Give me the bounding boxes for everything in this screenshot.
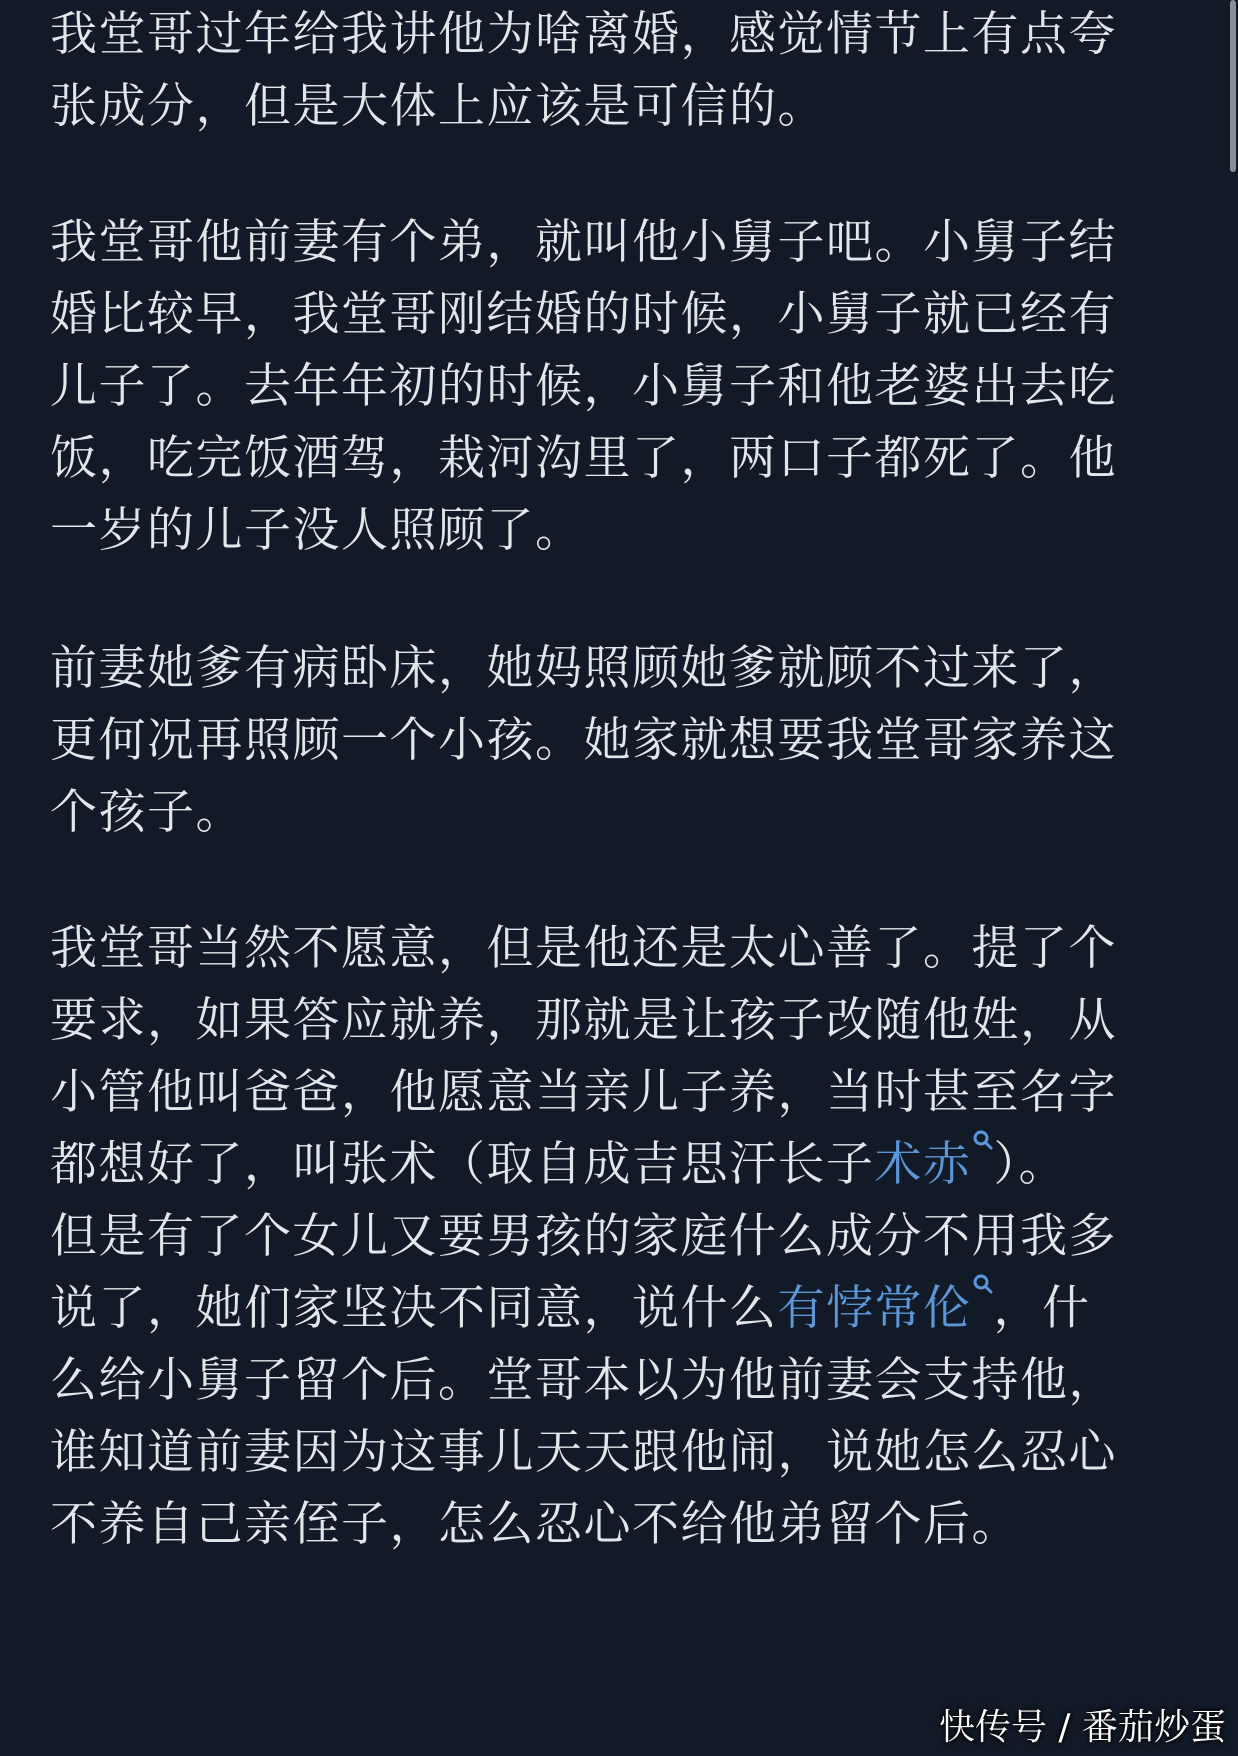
paragraph-line: 我堂哥过年给我讲他为啥离婚，感觉情节上有点夸	[50, 7, 1117, 62]
scrollbar-thumb[interactable]	[1230, 0, 1236, 172]
paragraph-line: 更何况再照顾一个小孩。她家就想要我堂哥家养这	[50, 713, 1117, 768]
line-text: 说了，她们家坚决不同意，说什么	[50, 1281, 778, 1336]
paragraph-line: 么给小舅子留个后。堂哥本以为他前妻会支持他，	[50, 1353, 1117, 1408]
paragraph-line: 但是有了个女儿又要男孩的家庭什么成分不用我多	[50, 1209, 1117, 1264]
paragraph-line: 张成分，但是大体上应该是可信的。	[50, 79, 826, 134]
line-text: ）。	[993, 1137, 1067, 1192]
keyword-link-zhuchi[interactable]: 术赤	[874, 1137, 972, 1192]
paragraph-line: 小管他叫爸爸，他愿意当亲儿子养，当时甚至名字	[50, 1065, 1117, 1120]
paragraph-line: 不养自己亲侄子，怎么忍心不给他弟留个后。	[50, 1497, 1020, 1552]
paragraph-line: 个孩子。	[50, 785, 244, 840]
paragraph-line: 饭，吃完饭酒驾，栽河沟里了，两口子都死了。他	[50, 431, 1117, 486]
paragraph-line: 要求，如果答应就养，那就是让孩子改随他姓，从	[50, 993, 1117, 1048]
search-icon[interactable]	[972, 1125, 994, 1165]
paragraph-line: 谁知道前妻因为这事儿天天跟他闹，说她怎么忍心	[50, 1425, 1117, 1480]
search-icon[interactable]	[972, 1269, 994, 1309]
line-text: ，什	[993, 1281, 1091, 1336]
paragraph-line: 前妻她爹有病卧床，她妈照顾她爹就顾不过来了，	[50, 641, 1117, 696]
watermark-label: 快传号 / 番茄炒蛋	[938, 1707, 1226, 1748]
scrollbar[interactable]	[1228, 0, 1238, 1756]
line-text: 都想好了，叫张术（取自成吉思汗长子	[50, 1137, 875, 1192]
paragraph-line: 一岁的儿子没人照顾了。	[50, 503, 584, 558]
paragraph-line	[50, 1269, 1091, 1349]
paragraph-line: 我堂哥他前妻有个弟，就叫他小舅子吧。小舅子结	[50, 215, 1117, 270]
paragraph-line: 儿子了。去年年初的时候，小舅子和他老婆出去吃	[50, 359, 1117, 414]
keyword-link-youbeichanglun[interactable]: 有悖常伦	[777, 1281, 972, 1336]
paragraph-line: 我堂哥当然不愿意，但是他还是太心善了。提了个	[50, 921, 1117, 976]
paragraph-line: 婚比较早，我堂哥刚结婚的时候，小舅子就已经有	[50, 287, 1117, 342]
paragraph-line	[50, 1125, 1067, 1205]
